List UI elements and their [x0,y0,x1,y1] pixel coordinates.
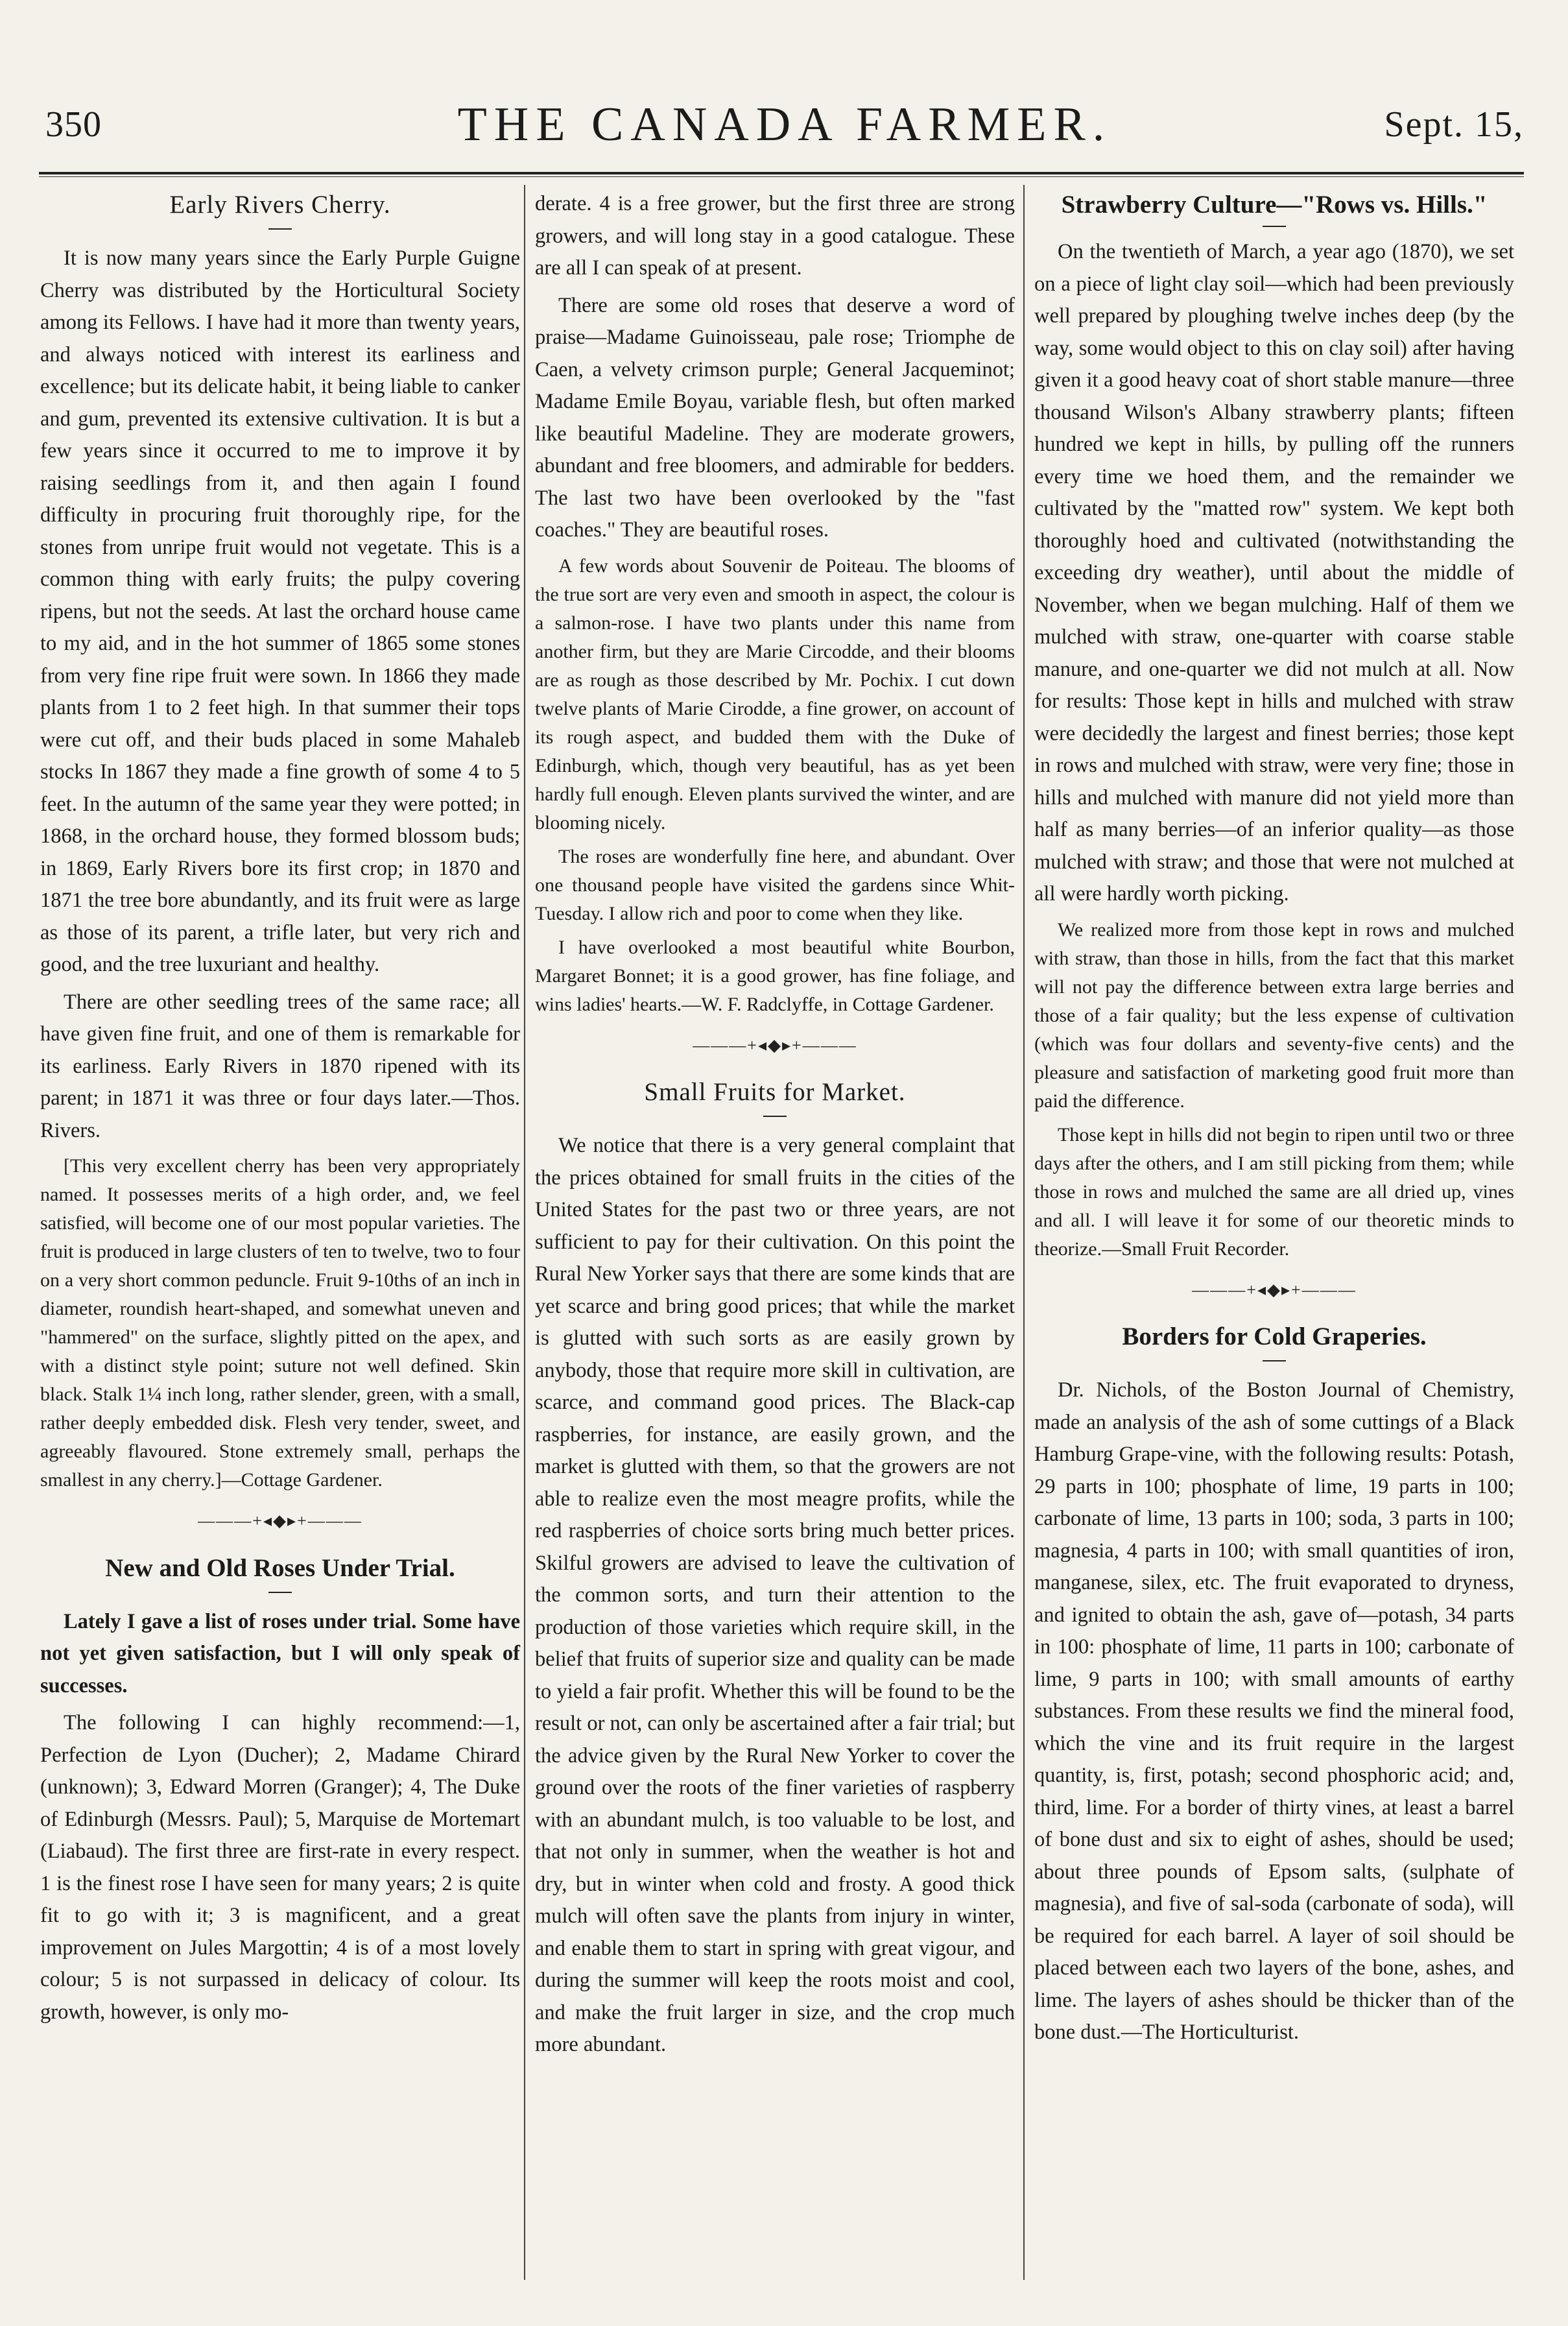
article-paragraph: derate. 4 is a free grower, but the first three are strong growers, and will long stay in a good catalogue. These are all I can speak of at present. [535,192,1015,280]
title-dash [268,228,292,230]
column-3 [1034,188,1514,2054]
title-dash [763,1116,787,1117]
article-paragraph: A few words about Souvenir de Poiteau. The blooms of the true sort are very even and smooth in aspect, the colour is a salmon-rose. I have two plants under this name from another firm, but they are Marie Circodde, and their blooms are as rough as those described by Mr. Pochix. I cut down twelve plants of Marie Cirodde, a fine grower, on account of its rough aspect, and budded them with the Duke of Edinburgh, which, though very beautiful, has as yet been hardly full enough. Eleven plants survived the winter, and are blooming nicely. [535,555,1015,833]
page-number: 350 [45,104,102,145]
article-title-cold-graperies: Borders for Cold Graperies. [1122,1323,1427,1350]
header-rule-thin [39,176,1524,177]
article-paragraph: Those kept in hills did not begin to ripen until two or three days after the others, and I am still picking from them; while those in rows and mulched the same are all dried up, vines and all. I will leave it for some of our theoretic minds to theorize.—Small Fruit Recorder. [1034,1123,1514,1260]
article-title-early-rivers-cherry: Early Rivers Cherry. [169,191,391,219]
title-dash [268,1592,292,1593]
page-header [45,97,1524,169]
column-2 [535,188,1015,2067]
article-paragraph: The roses are wonderfully fine here, and abundant. Over one thousand people have visited the gardens since Whit-Tuesday. I allow rich and poor to come when they like. [535,845,1015,924]
article-paragraph: Dr. Nichols, of the Boston Journal of Chemistry, made an analysis of the ash of some cuttings of a Black Hamburg Grape-vine, with the following results: Potash, 29 parts in 100; phosphate of lime, 19 parts in 100; carbonate of lime, 13 parts in 100; soda, 3 parts in 100; magnesia, 4 parts in 100; with small quantities of iron, manganese, silex, etc. The fruit evaporated to dryness, and ignited to obtain the ash, gave of—potash, 34 parts in 100: phosphate of lime, 11 parts in 100; carbonate of lime, 9 parts in 100; with small amounts of earthy substances. From these results we find the mineral food, which the vine and its fruit require in the largest quantity, is, first, potash; second phosphoric acid; and, third, lime. For a border of thirty vines, at least a barrel of bone dust and six to eight of ashes, should be used; about three pounds of Epsom salts, (sulphate of magnesia), and five of sal-soda (carbonate of soda), will be required for each barrel. A layer of soil should be placed between each two layers of the bone, ashes, and lime. The layers of ashes should be thicker than of the bone dust.—The Horticulturist. [1034,1378,1514,2044]
section-separator: ———+◂◆▸+——— [1192,1280,1357,1299]
article-paragraph: We realized more from those kept in rows and mulched with straw, than those in hills, from the fact that this market will not pay the difference between extra large berries and those of a fair quality; but the less expense of cultivation (which was four dollars and seventy-five cents) and the pleasure and satisfaction of marketing good fruit more than paid the difference. [1034,918,1514,1112]
article-paragraph: There are some old roses that deserve a word of praise—Madame Guinoisseau, pale rose; Triomphe de Caen, a velvety crimson purple; General Jacqueminot; Madame Emile Boyau, variable flesh, but often marked like beautiful Madeline. They are moderate growers, abundant and free bloomers, and admirable for bedders. The last two have been overlooked by the "fast coaches." They are beautiful roses. [535,293,1015,542]
article-title-roses-under-trial: New and Old Roses Under Trial. [105,1553,455,1582]
article-title-small-fruits: Small Fruits for Market. [644,1078,906,1106]
masthead-title: THE CANADA FARMER. [457,98,1112,151]
article-paragraph: On the twentieth of March, a year ago (1870), we set on a piece of light clay soil—which had been previously well prepared by ploughing twelve inches deep (by the way, some would object to this on clay soil) after having given it a good heavy coat of short stable manure—three thousand Wilson's Albany strawberry plants; fifteen hundred we kept in hills, by pulling off the runners every time we hoed them, and the remainder we cultivated by the "matted row" system. We kept both thoroughly hoed and cultivated (notwithstanding the exceeding dry weather), until about the middle of November, when we began mulching. Half of them we mulched with straw, one-quarter with coarse stable manure, and one-quarter we did not mulch at all. Now for results: Those kept in hills and mulched with straw were decidedly the largest and finest berries; those kept in rows and mulched with straw, were very fine; those in hills and mulched with manure did not yield more than half as many berries—of an inferior quality—as those mulched with straw; and those that were not mulched at all were hardly worth picking. [1034,240,1514,905]
article-paragraph: There are other seedling trees of the same race; all have given fine fruit, and one of them is remarkable for its earliness. Early Rivers in 1870 ripened with its parent; in 1871 it was three or four days later.—Thos. Rivers. [40,990,520,1142]
article-paragraph: It is now many years since the Early Purple Guigne Cherry was distributed by the Horticultural Society among its Fellows. I have had it more than twenty years, and always noticed with interest its earliness and excellence; but its delicate habit, it being liable to canker and gum, prevented its extensive cultivation. It is but a few years since it occurred to me to improve it by raising seedlings from it, and then again I found difficulty in procuring fruit thoroughly ripe, for the stones from unripe fruit would not vegetate. This is a common thing with early fruits; the pulpy covering ripens, but not the seeds. At last the orchard house came to my aid, and in the hot summer of 1865 some stones from very fine ripe fruit were sown. In 1866 they made plants from 1 to 2 feet high. In that summer their tops were cut off, and their buds placed in some Mahaleb stocks In 1867 they made a fine growth of some 4 to 5 feet. In the autumn of the same year they were potted; in 1868, in the orchard house, they formed blossom buds; in 1869, Early Rivers bore its first crop; in 1870 and 1871 the tree bore abundantly, and its fruit were as large as those of its parent, a trifle later, but very rich and good, and the tree luxuriant and healthy. [40,246,520,976]
article-title-strawberry-culture: Strawberry Culture—"Rows vs. Hills." [1061,191,1488,219]
column-divider [1023,185,1025,2280]
header-rule [39,172,1524,174]
title-dash [1263,1360,1286,1361]
article-paragraph: I have overlooked a most beautiful white Bourbon, Margaret Bonnet; it is a good grower, has fine foliage, and wins ladies' hearts.—W. F. Radclyffe, in Cottage Gardener. [535,936,1015,1015]
article-paragraph: The following I can highly recommend:—1, Perfection de Lyon (Ducher); 2, Madame Chirard (unknown); 3, Edward Morren (Granger); 4, The Duke of Edinburgh (Messrs. Paul); 5, Marquise de Mortemart (Liabaud). The first three are first-rate in every respect. 1 is the finest rose I have seen for many years; 2 is quite fit to go with it; 3 is magnificent, and a great improvement on Jules Margottin; 4 is of a most lovely colour; 5 is not surpassed in delicacy of colour. Its growth, however, is only mo- [40,1711,520,2024]
title-dash [1263,226,1286,227]
column-divider [524,185,525,2280]
section-separator: ———+◂◆▸+——— [693,1035,857,1055]
article-paragraph: We notice that there is a very general complaint that the prices obtained for small fruits in the cities of the United States for the past two or three years, are not sufficient to pay for their cultivation. On this point the Rural New Yorker says that there are some kinds that are yet scarce and bring good prices; that while the market is glutted with such sorts as are easily grown by anybody, those that require more skill in cultivation, are scarce, and command good prices. The Black-cap raspberries, for instance, are easily grown, and the market is glutted with them, so that the growers are not able to realize even the most meagre profits, while the red raspberries of choice sorts bring much better prices. Skilful growers are advised to leave the cultivation of the common sorts, and turn their attention to the production of those varieties which require skill, in the belief that fruits of superior size and quality can be made to yield a fair profit. Whether this will be found to be the result or not, can only be ascertained after a fair trial; but the advice given by the Rural New Yorker to cover the ground over the roots of the finer varieties of raspberry with an abundant mulch, is too valuable to be lost, and that not only in summer, when the weather is hot and dry, but in winter when cold and frosty. A good thick mulch will often save the plants from injury in winter, and enable them to start in spring with great vigour, and during the summer will keep the roots moist and cool, and make the fruit larger in size, and the crop much more abundant. [535,1134,1016,2056]
article-paragraph: Lately I gave a list of roses under trial. Some have not yet given satisfaction, but I will only speak of successes. [40,1609,520,1697]
column-1 [40,188,520,2033]
section-separator: ———+◂◆▸+——— [198,1511,362,1530]
editor-note: [This very excellent cherry has been very appropriately named. It possesses merits of a high order, and, we feel satisfied, will become one of our most popular varieties. The fruit is produced in large clusters of ten to twelve, two to four on a very short common peduncle. Fruit 9-10ths of an inch in diameter, roundish heart-shaped, and somewhat uneven and "hammered" on the surface, slightly pitted on the apex, and with a distinct style point; suture not well defined. Skin black. Stalk 1¼ inch long, rather slender, green, with a small, rather deeply embedded disk. Flesh very tender, sweet, and agreeably flavoured. Stone extremely small, perhaps the smallest in any cherry.]—Cottage Gardener. [40,1155,520,1491]
issue-date: Sept. 15, [1384,104,1524,145]
